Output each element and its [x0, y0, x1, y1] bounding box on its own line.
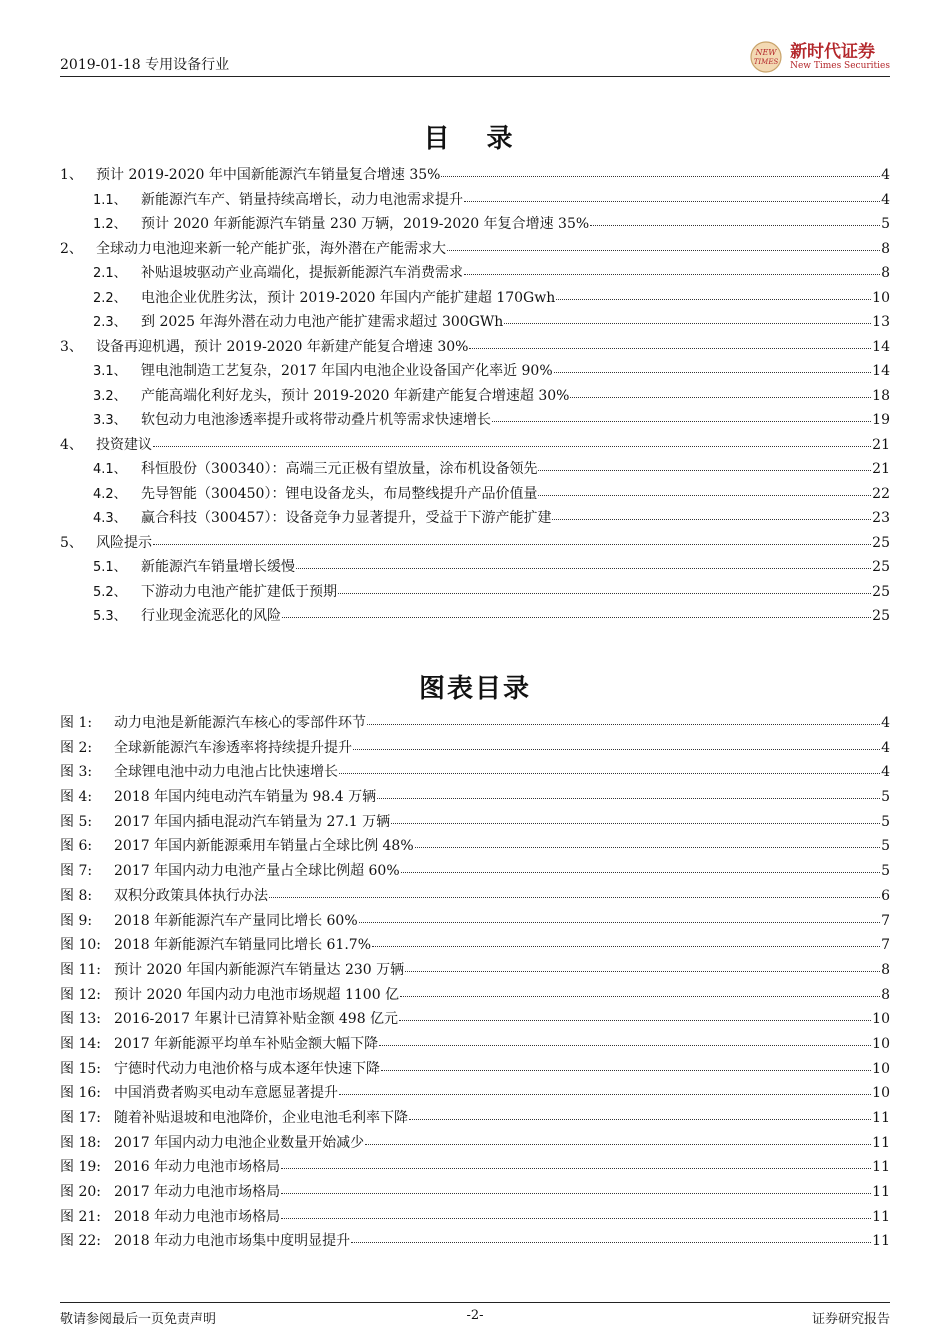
toc-entry[interactable]: [60, 434, 890, 459]
toc-page: 8: [881, 240, 890, 257]
figure-number: 图 17:: [60, 1110, 101, 1126]
figure-text: 全球锂电池中动力电池占比快速增长: [114, 764, 338, 781]
toc-leader-dots: [153, 532, 871, 544]
figure-text: 全球新能源汽车渗透率将持续提升提升: [114, 739, 352, 756]
toc-page: 14: [872, 338, 890, 355]
figure-text: 双积分政策具体执行办法: [114, 887, 268, 904]
figure-page: 8: [881, 986, 890, 1003]
figure-leader-dots: [353, 738, 880, 750]
toc-number: 1.2、: [93, 217, 127, 232]
figure-entry[interactable]: [60, 786, 890, 811]
toc-number: 2、: [60, 240, 83, 257]
figure-entry[interactable]: [60, 712, 890, 737]
toc-text: 赢合科技（300457）：设备竞争力显著提升，受益于下游产能扩建: [141, 510, 552, 526]
figure-text: 2016-2017 年累计已清算补贴金额 498 亿元: [114, 1011, 399, 1028]
toc-entry[interactable]: [60, 507, 890, 532]
toc-page: 21: [872, 461, 890, 477]
toc-number: 3.3、: [93, 413, 127, 428]
toc-text: 新能源汽车产、销量持续高增长，动力电池需求提升: [141, 191, 463, 208]
figure-text: 随着补贴退坡和电池降价，企业电池毛利率下降: [114, 1110, 408, 1126]
figure-number: 图 5:: [60, 813, 93, 830]
toc-text: 预计 2020 年新能源汽车销量 230 万辆，2019-2020 年复合增速 35%: [141, 216, 590, 232]
figure-number: 图 10:: [60, 937, 101, 954]
figure-page: 10: [872, 1035, 890, 1052]
figure-entry[interactable]: [60, 1008, 890, 1033]
figure-page: 5: [881, 863, 890, 880]
figure-leader-dots: [365, 1133, 871, 1145]
figure-page: 11: [872, 1208, 890, 1225]
toc-text: 风险提示: [96, 534, 152, 551]
figure-number: 图 19:: [60, 1159, 101, 1176]
figure-number: 图 14:: [60, 1035, 101, 1052]
toc-leader-dots: [469, 336, 871, 348]
toc-number: 5、: [60, 534, 83, 551]
figure-entry[interactable]: [60, 860, 890, 885]
toc-page: 8: [881, 265, 890, 281]
toc-entry[interactable]: [60, 238, 890, 263]
figure-page: 10: [872, 1060, 890, 1077]
toc-page: 25: [872, 608, 890, 624]
figure-text: 2018 年新能源汽车产量同比增长 60%: [114, 912, 358, 929]
toc-text: 全球动力电池迎来新一轮产能扩张，海外潜在产能需求大: [96, 240, 446, 257]
figure-number: 图 8:: [60, 887, 93, 904]
toc-text: 补贴退坡驱动产业高端化，提振新能源汽车消费需求: [141, 265, 463, 281]
figure-number: 图 4:: [60, 789, 93, 806]
toc-leader-dots: [538, 483, 871, 495]
company-logo: [746, 40, 890, 74]
figure-entry[interactable]: [60, 984, 890, 1009]
figure-page: 7: [881, 912, 890, 929]
figure-page: 11: [872, 1134, 890, 1151]
figure-text: 2017 年动力电池市场格局: [114, 1184, 281, 1201]
figure-number: 图 22:: [60, 1233, 101, 1250]
toc-leader-dots: [570, 385, 871, 397]
figure-entry[interactable]: [60, 835, 890, 860]
toc-text: 预计 2019-2020 年中国新能源汽车销量复合增速 35%: [96, 167, 441, 183]
toc-page: 10: [872, 289, 890, 306]
toc-entry[interactable]: [60, 483, 890, 508]
toc-page: 21: [872, 436, 890, 453]
footer-divider: [60, 1302, 890, 1303]
toc-page: 25: [872, 583, 890, 600]
figure-text: 2017 年国内插电混动汽车销量为 27.1 万辆: [114, 813, 391, 830]
figure-leader-dots: [415, 836, 880, 848]
toc-entry[interactable]: [60, 458, 890, 483]
figure-leader-dots: [399, 1009, 871, 1021]
figure-number: 图 1:: [60, 715, 93, 731]
report-date-industry: 2019-01-18 专用设备行业: [60, 57, 230, 73]
toc-number: 1.1、: [93, 192, 127, 208]
figure-leader-dots: [269, 886, 880, 898]
toc-page: 4: [881, 191, 890, 208]
toc-text: 投资建议: [96, 436, 152, 453]
figure-page: 11: [872, 1233, 890, 1250]
figure-entry[interactable]: [60, 737, 890, 762]
page-number: -2-: [466, 1308, 484, 1323]
toc-entry[interactable]: [60, 287, 890, 312]
figure-text: 2017 年国内动力电池产量占全球比例超 60%: [114, 863, 400, 880]
toc-number: 5.3、: [93, 609, 127, 624]
figure-leader-dots: [367, 713, 880, 725]
figure-text: 2017 年国内新能源乘用车销量占全球比例 48%: [114, 838, 414, 855]
figure-page: 11: [872, 1184, 890, 1201]
logo-english-name: New Times Securities: [790, 60, 890, 71]
toc-number: 4、: [60, 436, 83, 453]
svg-text:TIMES: TIMES: [753, 58, 779, 66]
new-times-logo-icon: [746, 40, 786, 74]
toc-entry[interactable]: [60, 385, 890, 410]
toc-leader-dots: [441, 165, 880, 177]
toc-leader-dots: [153, 434, 871, 446]
figure-page: 4: [881, 739, 890, 756]
figure-leader-dots: [372, 935, 880, 947]
toc-page: 5: [881, 216, 890, 232]
toc-leader-dots: [590, 214, 880, 226]
toc-number: 4.1、: [93, 462, 127, 477]
toc-page: 4: [881, 167, 890, 183]
figure-entry[interactable]: [60, 1082, 890, 1107]
page-header: [60, 40, 890, 76]
toc-leader-dots: [464, 189, 880, 201]
figure-text: 2016 年动力电池市场格局: [114, 1159, 281, 1176]
toc-entry[interactable]: [60, 409, 890, 434]
figure-text: 2017 年新能源平均单车补贴金额大幅下降: [114, 1035, 379, 1052]
figure-leader-dots: [405, 960, 880, 972]
toc-leader-dots: [338, 581, 871, 593]
toc-leader-dots: [464, 263, 880, 275]
svg-text:NEW: NEW: [755, 48, 777, 57]
disclaimer-note: 敬请参阅最后一页免责声明: [60, 1312, 217, 1327]
figure-page: 5: [881, 789, 890, 806]
figure-text: 2018 年动力电池市场格局: [114, 1208, 281, 1225]
figure-entry[interactable]: [60, 761, 890, 786]
toc-text: 软包动力电池渗透率提升或将带动叠片机等需求快速增长: [141, 412, 491, 428]
figure-number: 图 12:: [60, 986, 101, 1003]
page-footer: [60, 1308, 890, 1328]
figure-leader-dots: [339, 1083, 871, 1095]
figure-text: 2017 年国内动力电池企业数量开始减少: [114, 1134, 365, 1151]
toc-page: 25: [872, 534, 890, 551]
figure-leader-dots: [359, 910, 880, 922]
toc-text: 设备再迎机遇，预计 2019-2020 年新建产能复合增速 30%: [96, 338, 469, 355]
toc-text: 下游动力电池产能扩建低于预期: [141, 583, 337, 600]
toc-entry[interactable]: [60, 336, 890, 361]
figure-page: 10: [872, 1085, 890, 1102]
toc-page: 19: [872, 412, 890, 428]
figure-list-title: 图表目录: [418, 674, 531, 704]
logo-chinese-name: 新时代证券: [790, 41, 876, 62]
toc-text: 电池企业优胜劣汰，预计 2019-2020 年国内产能扩建超 170Gwh: [141, 289, 556, 306]
toc-leader-dots: [296, 557, 871, 569]
toc-page: 22: [872, 485, 890, 502]
toc-entry[interactable]: [60, 213, 890, 238]
toc-leader-dots: [538, 459, 871, 471]
figure-leader-dots: [339, 762, 880, 774]
figure-text: 2018 年国内纯电动汽车销量为 98.4 万辆: [114, 789, 377, 806]
figure-page: 7: [881, 937, 890, 954]
figure-text: 预计 2020 年国内动力电池市场规超 1100 亿: [114, 986, 400, 1003]
figure-number: 图 15:: [60, 1060, 101, 1077]
figure-entry[interactable]: [60, 1107, 890, 1132]
figure-text: 宁德时代动力电池价格与成本逐年快速下降: [114, 1060, 380, 1077]
toc-entry[interactable]: [60, 556, 890, 581]
figure-text: 2018 年动力电池市场集中度明显提升: [114, 1233, 351, 1250]
toc-text: 新能源汽车销量增长缓慢: [141, 559, 295, 575]
figure-number: 图 7:: [60, 863, 93, 880]
toc-number: 2.1、: [93, 266, 127, 281]
toc-number: 3.2、: [93, 388, 127, 404]
toc-text: 科恒股份（300340）：高端三元正极有望放量，涂布机设备领先: [141, 461, 538, 477]
figure-number: 图 2:: [60, 739, 93, 756]
toc-entry[interactable]: [60, 360, 890, 385]
table-of-contents: [60, 164, 890, 630]
figure-number: 图 18:: [60, 1134, 101, 1151]
toc-number: 5.1、: [93, 560, 127, 575]
figure-entry[interactable]: [60, 910, 890, 935]
figure-page: 5: [881, 813, 890, 830]
figure-number: 图 11:: [60, 961, 101, 978]
toc-number: 4.3、: [93, 511, 127, 526]
figure-page: 11: [872, 1159, 890, 1176]
toc-entry[interactable]: [60, 532, 890, 557]
figure-leader-dots: [401, 861, 880, 873]
toc-number: 3、: [60, 338, 83, 355]
figure-entry[interactable]: [60, 934, 890, 959]
figure-entry[interactable]: [60, 1156, 890, 1181]
toc-leader-dots: [556, 287, 871, 299]
figure-leader-dots: [400, 984, 880, 996]
figure-number: 图 6:: [60, 838, 93, 855]
toc-text: 到 2025 年海外潜在动力电池产能扩建需求超过 300GWh: [141, 314, 504, 330]
toc-text: 锂电池制造工艺复杂，2017 年国内电池企业设备国产化率近 90%: [141, 363, 553, 379]
figure-entry[interactable]: [60, 1230, 890, 1255]
toc-page: 18: [872, 387, 890, 404]
figure-page: 8: [881, 961, 890, 978]
figure-leader-dots: [381, 1058, 871, 1070]
figure-entry[interactable]: [60, 959, 890, 984]
toc-page: 14: [872, 363, 890, 379]
toc-number: 1、: [60, 167, 83, 183]
figure-text: 2018 年新能源汽车销量同比增长 61.7%: [114, 937, 372, 954]
toc-text: 行业现金流恶化的风险: [141, 608, 281, 624]
toc-leader-dots: [447, 238, 880, 250]
toc-entry[interactable]: [60, 164, 890, 189]
toc-title: 目 录: [423, 124, 527, 154]
figure-number: 图 16:: [60, 1085, 101, 1102]
toc-leader-dots: [282, 606, 871, 618]
toc-entry[interactable]: [60, 311, 890, 336]
figure-text: 中国消费者购买电动车意愿显著提升: [114, 1085, 338, 1102]
figure-page: 11: [872, 1110, 890, 1126]
figure-entry[interactable]: [60, 885, 890, 910]
figure-page: 6: [881, 887, 890, 904]
figure-leader-dots: [377, 787, 880, 799]
toc-leader-dots: [504, 312, 871, 324]
figure-number: 图 3:: [60, 764, 93, 781]
figure-text: 动力电池是新能源汽车核心的零部件环节: [114, 715, 366, 731]
toc-text: 产能高端化利好龙头，预计 2019-2020 年新建产能复合增速超 30%: [141, 387, 570, 404]
toc-number: 4.2、: [93, 486, 127, 502]
figure-leader-dots: [391, 812, 880, 824]
figure-entry[interactable]: [60, 1058, 890, 1083]
report-type: 证券研究报告: [811, 1312, 890, 1327]
figure-page: 4: [881, 764, 890, 781]
figure-leader-dots: [281, 1157, 871, 1169]
toc-leader-dots: [552, 508, 871, 520]
toc-page: 25: [872, 559, 890, 575]
toc-leader-dots: [554, 361, 872, 373]
figure-entry[interactable]: [60, 811, 890, 836]
figure-list: [60, 712, 890, 1255]
figure-entry[interactable]: [60, 1206, 890, 1231]
toc-number: 2.2、: [93, 290, 127, 306]
figure-page: 10: [872, 1011, 890, 1028]
toc-number: 5.2、: [93, 584, 127, 600]
figure-number: 图 21:: [60, 1208, 101, 1225]
figure-text: 预计 2020 年国内新能源汽车销量达 230 万辆: [114, 961, 405, 978]
figure-page: 4: [881, 715, 890, 731]
figure-entry[interactable]: [60, 1181, 890, 1206]
toc-leader-dots: [492, 410, 871, 422]
figure-leader-dots: [351, 1231, 871, 1243]
figure-number: 图 13:: [60, 1011, 101, 1028]
toc-text: 先导智能（300450）：锂电设备龙头，布局整线提升产品价值量: [141, 485, 538, 502]
toc-entry[interactable]: [60, 605, 890, 630]
figure-leader-dots: [409, 1108, 871, 1120]
header-divider: [60, 76, 890, 77]
toc-page: 23: [872, 510, 890, 526]
figure-leader-dots: [281, 1207, 871, 1219]
toc-entry[interactable]: [60, 189, 890, 214]
toc-number: 3.1、: [93, 364, 127, 379]
toc-number: 2.3、: [93, 315, 127, 330]
toc-entry[interactable]: [60, 262, 890, 287]
figure-number: 图 20:: [60, 1184, 101, 1201]
figure-entry[interactable]: [60, 1132, 890, 1157]
figure-entry[interactable]: [60, 1033, 890, 1058]
toc-page: 13: [872, 314, 890, 330]
figure-leader-dots: [281, 1182, 871, 1194]
toc-entry[interactable]: [60, 581, 890, 606]
figure-leader-dots: [379, 1034, 871, 1046]
figure-page: 5: [881, 838, 890, 855]
figure-number: 图 9:: [60, 912, 93, 929]
